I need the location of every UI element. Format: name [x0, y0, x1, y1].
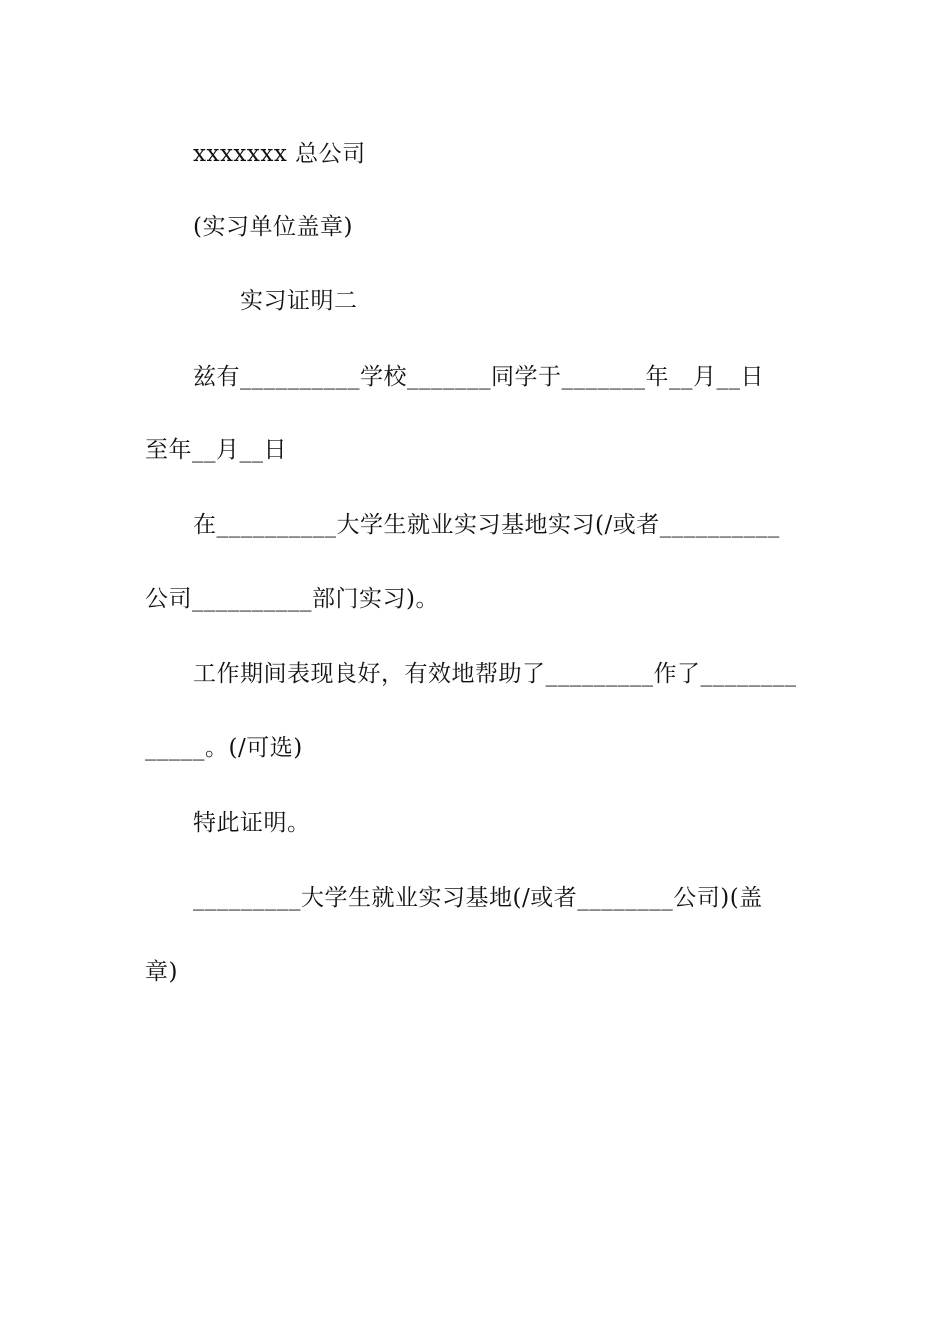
- signature-line-2: 章): [145, 959, 178, 985]
- paragraph-intro-line-2: 至年__月__日: [145, 437, 287, 463]
- paragraph-performance-line-2: _____。(/可选): [145, 735, 303, 761]
- paragraph-performance-line-1: 工作期间表现良好，有效地帮助了_________作了________: [193, 661, 797, 687]
- seal-note: (实习单位盖章): [193, 214, 353, 240]
- paragraph-location-line-2: 公司__________部门实习)。: [145, 586, 439, 612]
- signature-line-1: _________大学生就业实习基地(/或者________公司)(盖: [193, 885, 763, 911]
- certification-statement: 特此证明。: [193, 810, 311, 836]
- paragraph-intro-line-1: 兹有__________学校_______同学于_______年__月__日: [193, 364, 764, 390]
- paragraph-location-line-1: 在__________大学生就业实习基地实习(/或者__________: [193, 512, 780, 538]
- company-name: xxxxxxx 总公司: [193, 141, 366, 167]
- certificate-title: 实习证明二: [240, 288, 358, 314]
